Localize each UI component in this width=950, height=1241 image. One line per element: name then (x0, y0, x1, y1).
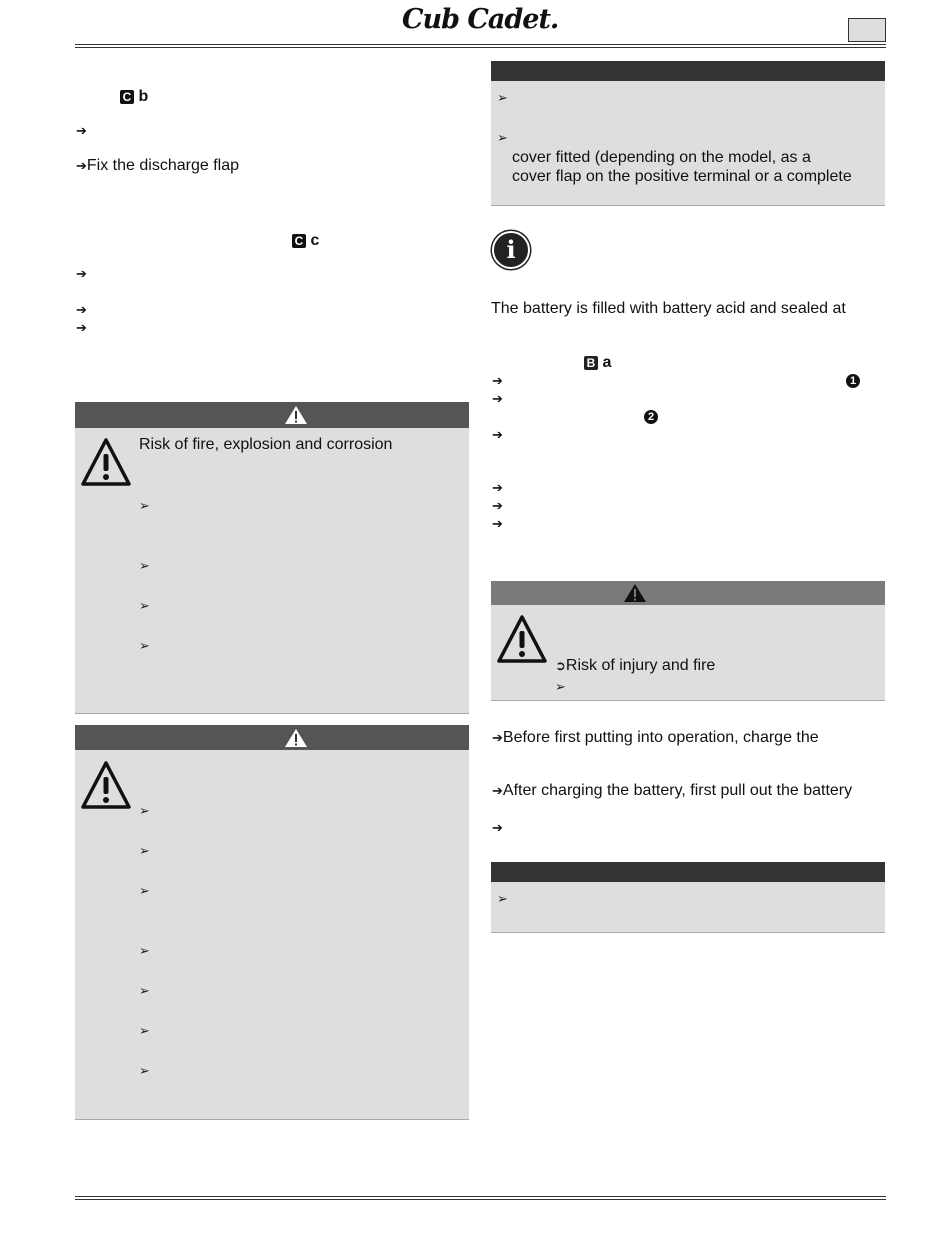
note-box-1-line-b: cover flap on the positive terminal or a complete (512, 168, 852, 185)
figure-ref-b-a (584, 353, 611, 372)
step-arrow-icon: ➔ (492, 498, 503, 513)
figure-ref-c-b (120, 87, 148, 106)
header-rule-bottom (75, 47, 886, 48)
bullet-chevron-icon: ➢ (555, 679, 566, 694)
figure-letter: a (602, 354, 612, 371)
step-fix-discharge-flap (76, 156, 239, 175)
step-arrow-icon: ➔ (492, 820, 503, 835)
danger-box-1-header (75, 402, 469, 428)
step-arrow-icon: ➔ (492, 427, 503, 442)
step-arrow-icon: ➔ (492, 480, 503, 495)
step-arrow-icon: ➔ (76, 302, 87, 317)
warning-triangle-small-icon (284, 405, 308, 425)
bullet-chevron-icon: ➢ (139, 883, 150, 898)
step-arrow-icon: ➔ (76, 266, 87, 281)
note-box-1 (491, 81, 885, 206)
brand-logo: Cub Cadet. (402, 4, 559, 35)
step-arrow-icon: ➔ (492, 391, 503, 406)
warning-triangle-small-icon (284, 728, 308, 748)
bullet-chevron-icon: ➢ (139, 843, 150, 858)
bullet-chevron-icon: ➢ (139, 1023, 150, 1038)
bullet-chevron-icon: ➢ (497, 90, 508, 105)
step-arrow-icon: ➔ (76, 320, 87, 335)
step-arrow-icon: ➔ (492, 516, 503, 531)
step-arrow-icon: ➔ (76, 123, 87, 138)
warning-triangle-icon (80, 760, 132, 810)
step-text: Fix the discharge flap (86, 157, 239, 174)
warning-box-header (491, 581, 885, 605)
bullet-chevron-icon: ➢ (139, 803, 150, 818)
step-text: After charging the battery, first pull out the battery (502, 782, 853, 799)
note-box-2-header (491, 862, 885, 882)
footer-rule-top (75, 1196, 886, 1197)
note-box-1-header (491, 61, 885, 81)
bullet-chevron-icon: ➢ (139, 558, 150, 573)
danger-box-1 (75, 428, 469, 714)
bullet-chevron-icon: ➢ (139, 498, 150, 513)
warning-box (491, 605, 885, 701)
warning-risk-text: Risk of injury and fire (565, 657, 716, 674)
bullet-chevron-icon: ➢ (497, 130, 508, 145)
bullet-chevron-icon: ➢ (139, 598, 150, 613)
danger-box-2 (75, 750, 469, 1120)
warning-triangle-icon (80, 437, 132, 487)
step-arrow-icon: ➔ (76, 158, 87, 173)
note-box-1-line-a: cover fitted (depending on the model, as a (512, 149, 811, 166)
step-text: Before first putting into operation, charge the (502, 729, 819, 746)
bullet-chevron-icon: ➢ (139, 983, 150, 998)
danger-box-1-title: Risk of fire, explosion and corrosion (139, 436, 393, 453)
curved-arrow-icon: ➲ (555, 658, 566, 673)
figure-badge: C (120, 90, 134, 104)
callout-number-2: 2 (644, 410, 658, 424)
bullet-chevron-icon: ➢ (139, 1063, 150, 1078)
battery-intro-text: The battery is filled with battery acid and sealed at (491, 300, 846, 317)
bullet-chevron-icon: ➢ (139, 943, 150, 958)
footer-rule-bottom (75, 1199, 886, 1200)
figure-ref-c-c (292, 231, 319, 250)
bullet-chevron-icon: ➢ (139, 638, 150, 653)
step-arrow-icon: ➔ (492, 730, 503, 745)
warning-risk-line (555, 656, 715, 675)
danger-box-2-header (75, 725, 469, 750)
step-arrow-icon: ➔ (492, 783, 503, 798)
step-arrow-icon: ➔ (492, 373, 503, 388)
header-rule-top (75, 44, 886, 45)
figure-badge: C (292, 234, 306, 248)
figure-letter: b (138, 88, 149, 105)
figure-letter: c (310, 232, 320, 249)
step-after-charging (492, 781, 852, 800)
figure-badge: B (584, 356, 598, 370)
note-box-2 (491, 882, 885, 933)
info-icon: i (492, 231, 530, 269)
warning-triangle-small-icon (623, 583, 647, 603)
page-number-box (848, 18, 886, 42)
callout-number-1: 1 (846, 374, 860, 388)
step-charge-before-use (492, 728, 819, 747)
bullet-chevron-icon: ➢ (497, 891, 508, 906)
warning-triangle-icon (496, 614, 548, 664)
